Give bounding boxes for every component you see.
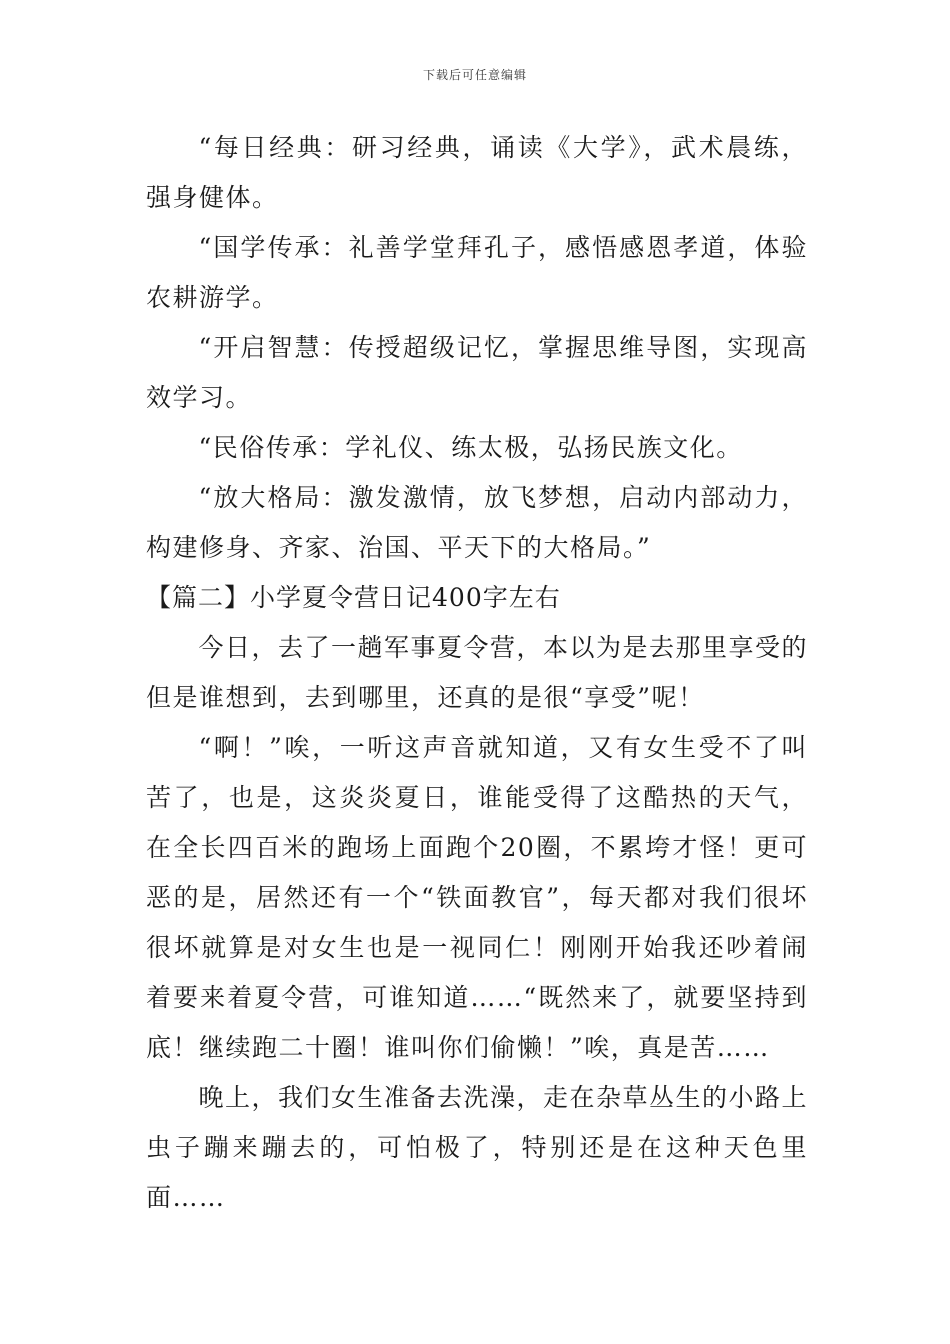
paragraph: “开启智慧：传授超级记忆，掌握思维导图，实现高效学习。: [146, 333, 808, 412]
section-title: 【篇二】小学夏令营日记400字左右: [146, 583, 561, 612]
paragraph: 晚上，我们女生准备去洗澡，走在杂草丛生的小路上虫子蹦来蹦去的，可怕极了，特别还是在这种天色里面……: [146, 1083, 809, 1212]
paragraph: “放大格局：激发激情，放飞梦想，启动内部动力，构建修身、齐家、治国、平天下的大格局。”: [146, 483, 808, 562]
paragraph: 今日，去了一趟军事夏令营，本以为是去那里享受的但是谁想到，去到哪里，还真的是很“享受”呢！: [146, 633, 809, 712]
paragraph: “国学传承：礼善学堂拜孔子，感悟感恩孝道，体验农耕游学。: [146, 233, 808, 312]
document-body: [146, 123, 808, 1223]
paragraph: “啊！”唉，一听这声音就知道，又有女生受不了叫苦了，也是，这炎炎夏日，谁能受得了这酷热的天气，在全长四百米的跑场上面跑个20圈，不累垮才怪！更可恶的是，居然还有一个“铁面教官”，每天都对我们很坏很坏就算是对女生也是一视同仁！刚刚开始我还吵着闹着要来着夏令营，可谁知道……“既然来了，就要坚持到底！继续跑二十圈！谁叫你们偷懒！”唉，真是苦……: [146, 733, 808, 1062]
header-note: 下载后可任意编辑: [422, 68, 527, 82]
paragraph: “民俗传承：学礼仪、练太极，弘扬民族文化。: [198, 433, 743, 462]
paragraph: “每日经典：研习经典，诵读《大学》，武术晨练，强身健体。: [146, 133, 808, 212]
